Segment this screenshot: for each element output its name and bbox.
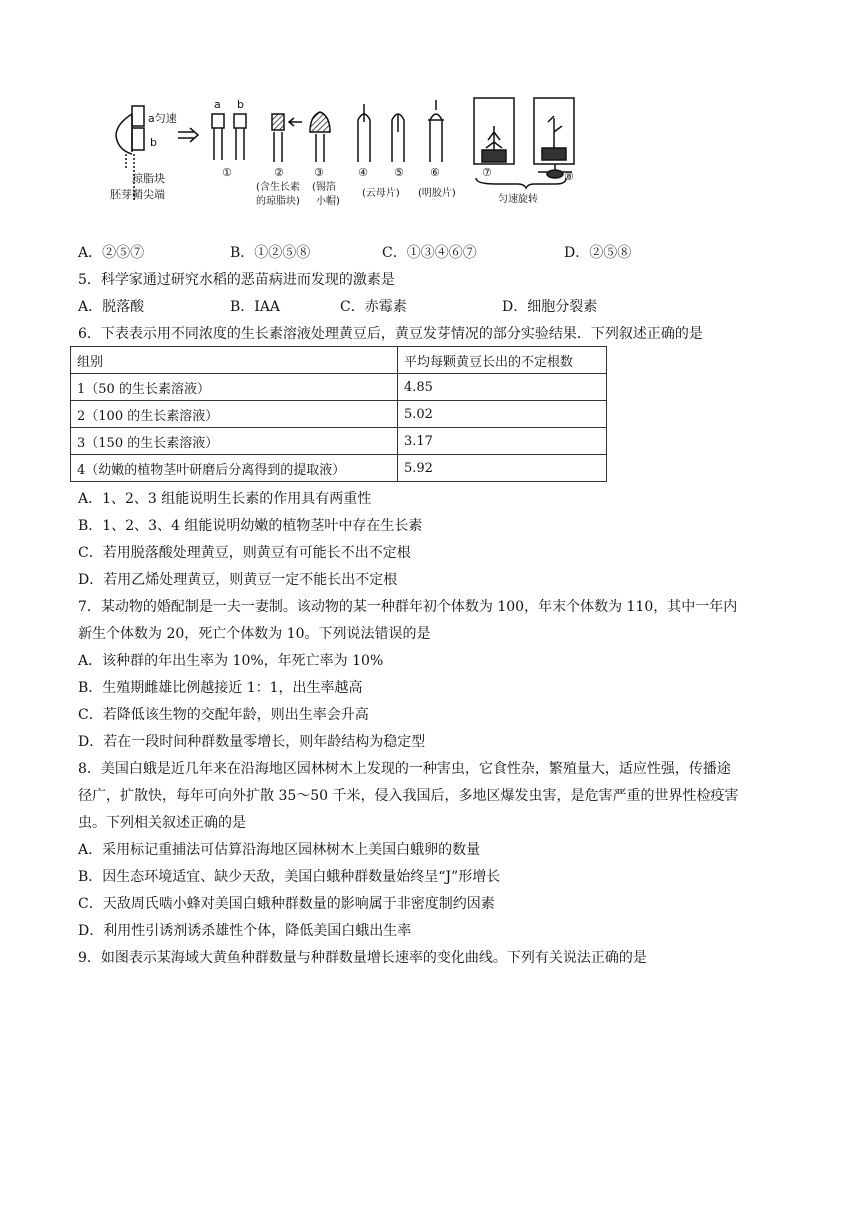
- q6-option-d[interactable]: D．若用乙烯处理黄豆，则黄豆一定不能长出不定根: [78, 572, 398, 588]
- q4-option-c[interactable]: C．①③④⑥⑦: [382, 245, 477, 261]
- table-row: [71, 401, 607, 428]
- q6-option-c[interactable]: C．若用脱落酸处理黄豆，则黄豆有可能长不出不定根: [78, 545, 411, 561]
- plant-experiment-figure: [96, 92, 616, 222]
- q6-results-table: [70, 346, 607, 482]
- label-foil-1: (锡箔: [312, 182, 336, 193]
- table-cell: 5.92: [398, 455, 607, 482]
- table-row: [71, 428, 607, 455]
- q4-option-b[interactable]: B．①②⑤⑧: [230, 245, 311, 261]
- q7-stem-line-2: 新生个体数为 20，死亡个体数为 10。下列说法错误的是: [78, 626, 431, 642]
- q8-option-b[interactable]: B．因生态环境适宜、缺少天敌，美国白蛾种群数量始终呈“J”形增长: [78, 869, 501, 885]
- q5-option-d[interactable]: D．细胞分裂素: [502, 299, 598, 315]
- label-gelatin: (明胶片): [418, 188, 456, 199]
- label-b: b: [150, 136, 157, 149]
- label-foil-2: 小帽): [316, 196, 340, 207]
- q7-option-d[interactable]: D．若在一段时间种群数量零增长，则年龄结构为稳定型: [78, 734, 426, 750]
- q9-stem: 9．如图表示某海域大黄鱼种群数量与种群数量增长速率的变化曲线。下列有关说法正确的是: [78, 950, 647, 966]
- label-agar: 琼脂块: [132, 172, 165, 185]
- experiment-diagram: [96, 92, 616, 222]
- q4-option-a[interactable]: A．②⑤⑦: [78, 245, 145, 261]
- table-cell: 5.02: [398, 401, 607, 428]
- table-header-group: 组别: [71, 347, 398, 374]
- label-coleoptile: 胚芽鞘尖端: [110, 188, 165, 201]
- q4-option-d[interactable]: D．②⑤⑧: [564, 245, 632, 261]
- setup-1: [212, 114, 246, 160]
- q5-option-c[interactable]: C．赤霉素: [340, 299, 407, 315]
- q5-option-a[interactable]: A．脱落酸: [78, 299, 145, 315]
- q6-option-a[interactable]: A．1、2、3 组能说明生长素的作用具有两重性: [78, 491, 372, 507]
- table-cell: 4（幼嫩的植物茎叶研磨后分离得到的提取液）: [71, 455, 398, 482]
- table-cell: 2（100 的生长素溶液）: [71, 401, 398, 428]
- q7-option-a[interactable]: A．该种群的年出生率为 10%，年死亡率为 10%: [78, 653, 384, 669]
- table-row: [71, 455, 607, 482]
- number-4: ④: [358, 166, 368, 179]
- label-a-top: a: [214, 98, 221, 111]
- q7-stem-line-1: 7．某动物的婚配制是一夫一妻制。该动物的某一种群年初个体数为 100，年末个体数为 110，其中一年内: [78, 599, 738, 615]
- label-rotate: 匀速旋转: [498, 194, 538, 205]
- q8-stem-line-3: 虫。下列相关叙述正确的是: [78, 815, 246, 831]
- number-5: ⑤: [394, 166, 404, 179]
- label-mica: (云母片): [362, 188, 400, 199]
- table-header-row: [71, 347, 607, 374]
- label-b-top: b: [237, 98, 244, 111]
- number-2: ②: [274, 166, 284, 179]
- table-cell: 1（50 的生长素溶液）: [71, 374, 398, 401]
- q5-option-b[interactable]: B．IAA: [230, 299, 281, 315]
- number-3: ③: [314, 166, 324, 179]
- setup-4-5: [358, 104, 404, 162]
- label-growth-agar-1: (含生长素: [256, 182, 300, 193]
- number-6: ⑥: [430, 166, 440, 179]
- q6-stem: 6．下表表示用不同浓度的生长素溶液处理黄豆后，黄豆发芽情况的部分实验结果．下列叙述正确的是: [78, 326, 703, 342]
- q8-stem-line-1: 8．美国白蛾是近几年来在沿海地区园林树木上发现的一种害虫，它食性杂，繁殖量大，适应性强，传播途: [78, 761, 731, 777]
- table-row: [71, 374, 607, 401]
- q8-option-d[interactable]: D．利用性引诱剂诱杀雄性个体，降低美国白蛾出生率: [78, 923, 412, 939]
- label-a-speed: a匀速: [148, 112, 177, 125]
- setup-6: [428, 100, 444, 162]
- number-1: ①: [222, 166, 232, 179]
- number-8: ⑧: [564, 170, 574, 183]
- setup-2: [272, 114, 302, 162]
- label-growth-agar-2: 的琼脂块): [256, 196, 300, 207]
- table-cell: 3.17: [398, 428, 607, 455]
- q5-stem: 5．科学家通过研究水稻的恶苗病进而发现的激素是: [78, 272, 395, 288]
- table-cell: 3（150 的生长素溶液）: [71, 428, 398, 455]
- q6-option-b[interactable]: B．1、2、3、4 组能说明幼嫩的植物茎叶中存在生长素: [78, 518, 423, 534]
- q8-stem-line-2: 径广，扩散快，每年可向外扩散 35～50 千米，侵入我国后，多地区爆发虫害，是危害严重的世界性检疫害: [78, 788, 739, 804]
- number-7: ⑦: [482, 166, 492, 179]
- setup-3: [310, 112, 330, 162]
- table-header-roots: 平均每颗黄豆长出的不定根数: [398, 347, 607, 374]
- q7-option-b[interactable]: B．生殖期雌雄比例越接近 1：1，出生率越高: [78, 680, 363, 696]
- q8-option-a[interactable]: A．采用标记重捕法可估算沿海地区园林树木上美国白蛾卵的数量: [78, 842, 481, 858]
- q7-option-c[interactable]: C．若降低该生物的交配年龄，则出生率会升高: [78, 707, 369, 723]
- q8-option-c[interactable]: C．天敌周氏啮小蜂对美国白蛾种群数量的影响属于非密度制约因素: [78, 896, 495, 912]
- table-cell: 4.85: [398, 374, 607, 401]
